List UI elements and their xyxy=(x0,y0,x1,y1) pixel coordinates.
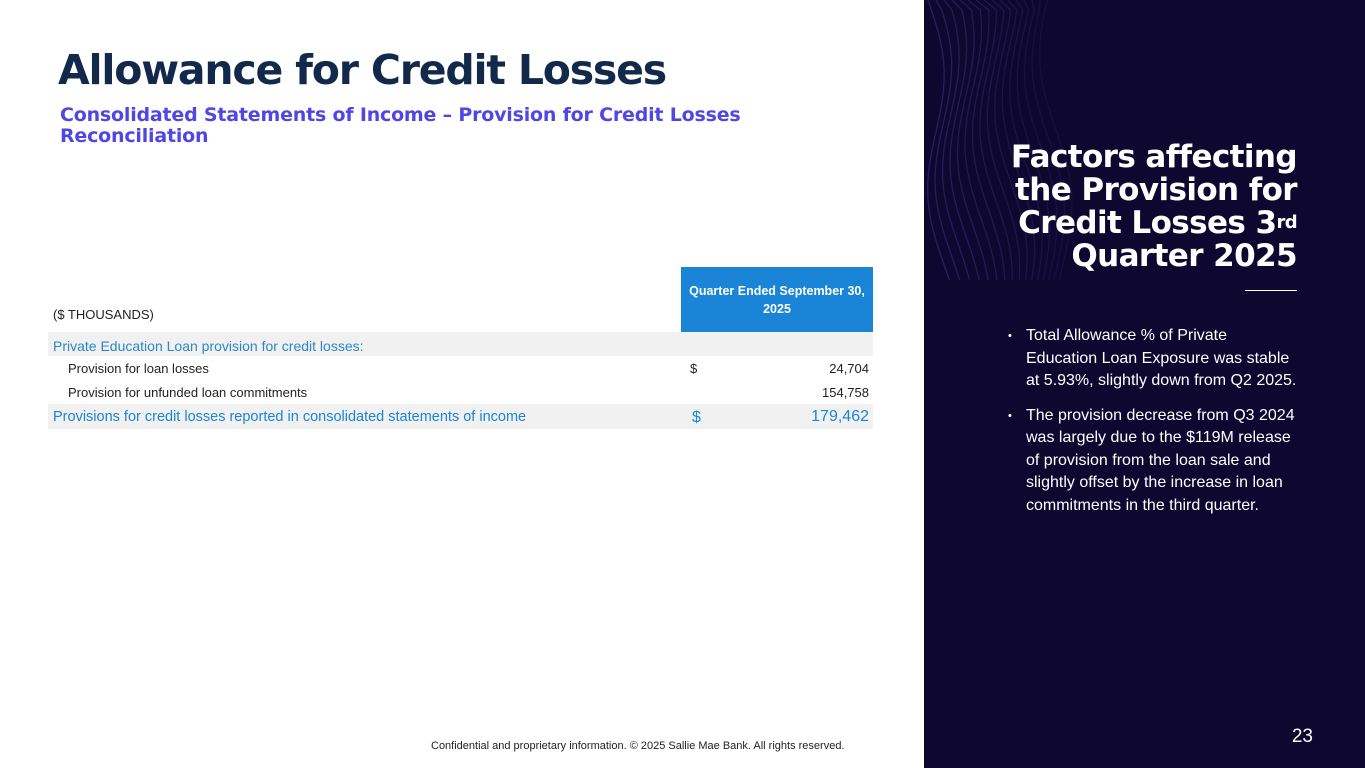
page-subtitle: Consolidated Statements of Income – Provision for Credit Losses Reconciliation xyxy=(60,104,741,147)
factors-list xyxy=(1008,325,1298,529)
list-item xyxy=(1008,405,1298,518)
currency-symbol: $ xyxy=(690,361,698,376)
row-value: 154,758 xyxy=(822,385,869,400)
total-currency-symbol: $ xyxy=(692,409,701,426)
table-row xyxy=(48,380,873,404)
total-row xyxy=(48,404,873,429)
page-number: 23 xyxy=(1291,726,1313,747)
title-divider xyxy=(1245,290,1297,291)
row-value: 24,704 xyxy=(829,361,869,376)
bullet-icon: • xyxy=(1008,330,1012,342)
sidebar-title-line-3: Credit Losses 3 xyxy=(1018,205,1277,241)
provision-reconciliation-table xyxy=(48,267,873,429)
bullet-icon: • xyxy=(1008,409,1012,422)
bullet-text: The provision decrease from Q3 2024 was largely due to the $119M release of provision from the loan sale and slightly offset by the increase in loan commitments in the third quarter. xyxy=(1026,406,1295,514)
confidentiality-footer: Confidential and proprietary information. © 2025 Sallie Mae Bank. All rights reserved. xyxy=(431,740,845,752)
section-label: Private Education Loan provision for credit losses: xyxy=(53,338,364,354)
bullet-text: Total Allowance % of Private Education Loan Exposure was stable at 5.93%, slightly down from Q2 2025. xyxy=(1026,327,1297,389)
row-label: Provision for loan losses xyxy=(68,361,209,376)
sidebar-title xyxy=(957,141,1297,273)
page-title: Allowance for Credit Losses xyxy=(58,46,666,94)
sidebar-title-line-4: Quarter 2025 xyxy=(1071,238,1297,274)
table-row xyxy=(48,356,873,380)
row-label: Provision for unfunded loan commitments xyxy=(68,385,308,400)
total-label: Provisions for credit losses reported in consolidated statements of income xyxy=(53,409,527,425)
units-label: ($ THOUSANDS) xyxy=(53,307,154,322)
sidebar-title-line-1: Factors affecting xyxy=(1010,139,1297,175)
total-value: 179,462 xyxy=(811,408,869,425)
table-header xyxy=(48,267,873,332)
sidebar-title-superscript: rd xyxy=(1276,212,1297,233)
sidebar-panel xyxy=(924,0,1365,768)
column-header-quarter: Quarter Ended September 30, 2025 xyxy=(681,267,873,332)
list-item xyxy=(1008,325,1298,393)
section-row xyxy=(48,332,873,356)
sidebar-title-line-2: the Provision for xyxy=(1015,172,1297,208)
